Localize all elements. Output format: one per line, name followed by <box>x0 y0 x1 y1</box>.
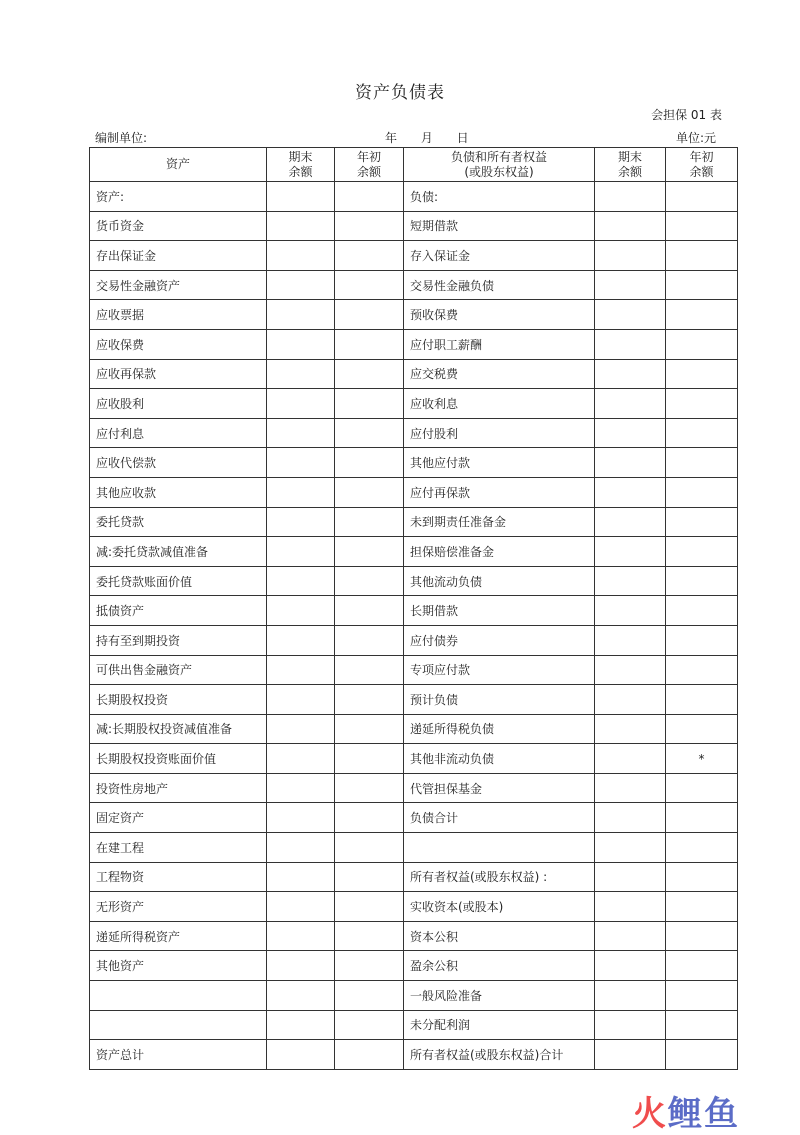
liability-cell: 未到期责任准备金 <box>404 507 595 537</box>
liability-begin-balance-cell <box>666 241 738 271</box>
asset-cell: 应收代偿款 <box>90 448 267 478</box>
asset-end-balance-cell <box>267 300 335 330</box>
liability-cell: 一般风险准备 <box>404 981 595 1011</box>
liability-begin-balance-cell <box>666 537 738 567</box>
liability-cell: 预收保费 <box>404 300 595 330</box>
asset-begin-balance-cell <box>335 300 404 330</box>
asset-end-balance-cell <box>267 714 335 744</box>
table-row <box>90 1040 738 1070</box>
asset-end-balance-cell <box>267 211 335 241</box>
asset-cell: 应付利息 <box>90 418 267 448</box>
liability-cell: 实收资本(或股本) <box>404 892 595 922</box>
header-assets: 资产 <box>90 148 267 182</box>
liability-end-balance-cell <box>595 418 666 448</box>
liability-end-balance-cell <box>595 211 666 241</box>
table-row <box>90 448 738 478</box>
table-row <box>90 625 738 655</box>
liability-end-balance-cell <box>595 537 666 567</box>
table-row <box>90 685 738 715</box>
asset-begin-balance-cell <box>335 803 404 833</box>
unit-label: 单位:元 <box>675 131 716 145</box>
liability-cell: 应付再保款 <box>404 477 595 507</box>
asset-begin-balance-cell <box>335 655 404 685</box>
liability-end-balance-cell <box>595 921 666 951</box>
liability-end-balance-cell <box>595 507 666 537</box>
asset-cell: 委托贷款账面价值 <box>90 566 267 596</box>
liability-cell: 所有者权益(或股东权益) : <box>404 862 595 892</box>
liability-begin-balance-cell <box>666 566 738 596</box>
table-row <box>90 744 738 774</box>
liability-end-balance-cell <box>595 803 666 833</box>
table-row <box>90 359 738 389</box>
table-row <box>90 1010 738 1040</box>
asset-cell: 在建工程 <box>90 833 267 863</box>
asset-begin-balance-cell <box>335 685 404 715</box>
liability-begin-balance-cell <box>666 211 738 241</box>
liability-end-balance-cell <box>595 182 666 212</box>
asset-end-balance-cell <box>267 862 335 892</box>
liability-begin-balance-cell <box>666 833 738 863</box>
liability-cell: 其他应付款 <box>404 448 595 478</box>
table-row <box>90 300 738 330</box>
asset-cell: 应收再保款 <box>90 359 267 389</box>
liability-end-balance-cell <box>595 655 666 685</box>
liability-cell: 长期借款 <box>404 596 595 626</box>
asset-end-balance-cell <box>267 389 335 419</box>
liability-end-balance-cell <box>595 714 666 744</box>
asset-cell: 无形资产 <box>90 892 267 922</box>
asset-end-balance-cell <box>267 921 335 951</box>
asset-end-balance-cell <box>267 329 335 359</box>
liability-begin-balance-cell <box>666 862 738 892</box>
liability-end-balance-cell <box>595 892 666 922</box>
asset-cell: 资产: <box>90 182 267 212</box>
liability-end-balance-cell <box>595 300 666 330</box>
asset-cell: 固定资产 <box>90 803 267 833</box>
asset-begin-balance-cell <box>335 477 404 507</box>
liability-end-balance-cell <box>595 833 666 863</box>
asset-cell: 应收票据 <box>90 300 267 330</box>
liability-begin-balance-cell <box>666 951 738 981</box>
asset-begin-balance-cell <box>335 448 404 478</box>
header-end-balance-2: 期末 余额 <box>595 148 666 182</box>
asset-begin-balance-cell <box>335 182 404 212</box>
table-row <box>90 507 738 537</box>
asset-end-balance-cell <box>267 448 335 478</box>
asset-end-balance-cell <box>267 359 335 389</box>
table-row <box>90 270 738 300</box>
table-row <box>90 566 738 596</box>
liability-cell: 交易性金融负债 <box>404 270 595 300</box>
asset-cell: 长期股权投资账面价值 <box>90 744 267 774</box>
asset-begin-balance-cell <box>335 714 404 744</box>
header-row <box>90 148 738 182</box>
asset-cell <box>90 981 267 1011</box>
liability-begin-balance-cell <box>666 773 738 803</box>
asset-cell: 存出保证金 <box>90 241 267 271</box>
logo-text-a: 火 <box>632 1094 668 1134</box>
liability-cell: 应收利息 <box>404 389 595 419</box>
brand-logo <box>632 1086 782 1134</box>
asset-end-balance-cell <box>267 418 335 448</box>
liability-begin-balance-cell <box>666 329 738 359</box>
liability-cell: 负债: <box>404 182 595 212</box>
table-row <box>90 329 738 359</box>
asset-end-balance-cell <box>267 773 335 803</box>
liability-end-balance-cell <box>595 744 666 774</box>
liability-cell: 应付债券 <box>404 625 595 655</box>
liability-begin-balance-cell <box>666 389 738 419</box>
table-row <box>90 921 738 951</box>
header-end-balance: 期末 余额 <box>267 148 335 182</box>
header-begin-balance-2: 年初 余额 <box>666 148 738 182</box>
table-row <box>90 981 738 1011</box>
logo-text-b: 鲤鱼 <box>668 1094 740 1134</box>
liability-begin-balance-cell <box>666 300 738 330</box>
asset-end-balance-cell <box>267 566 335 596</box>
liability-begin-balance-cell <box>666 359 738 389</box>
asset-cell: 可供出售金融资产 <box>90 655 267 685</box>
asset-begin-balance-cell <box>335 418 404 448</box>
liability-end-balance-cell <box>595 448 666 478</box>
asset-begin-balance-cell <box>335 241 404 271</box>
asset-end-balance-cell <box>267 744 335 774</box>
compiler-label: 编制单位: <box>95 131 148 145</box>
table-row <box>90 537 738 567</box>
asset-cell: 资产总计 <box>90 1040 267 1070</box>
liability-end-balance-cell <box>595 389 666 419</box>
asset-begin-balance-cell <box>335 981 404 1011</box>
liability-cell: 未分配利润 <box>404 1010 595 1040</box>
asset-begin-balance-cell <box>335 1010 404 1040</box>
asset-cell: 递延所得税资产 <box>90 921 267 951</box>
liability-begin-balance-cell <box>666 892 738 922</box>
liability-cell: 其他非流动负债 <box>404 744 595 774</box>
liability-cell: 其他流动负债 <box>404 566 595 596</box>
asset-begin-balance-cell <box>335 921 404 951</box>
table-row <box>90 803 738 833</box>
asset-cell: 减:委托贷款减值准备 <box>90 537 267 567</box>
table-row <box>90 596 738 626</box>
liability-begin-balance-cell <box>666 685 738 715</box>
liability-cell <box>404 833 595 863</box>
liability-end-balance-cell <box>595 477 666 507</box>
liability-begin-balance-cell <box>666 596 738 626</box>
table-row <box>90 951 738 981</box>
liability-cell: 代管担保基金 <box>404 773 595 803</box>
asset-end-balance-cell <box>267 981 335 1011</box>
form-number: 会担保 01 表 <box>651 108 722 122</box>
table-row <box>90 389 738 419</box>
liability-begin-balance-cell: * <box>666 744 738 774</box>
table-row <box>90 892 738 922</box>
asset-begin-balance-cell <box>335 329 404 359</box>
asset-end-balance-cell <box>267 833 335 863</box>
table-row <box>90 418 738 448</box>
asset-end-balance-cell <box>267 625 335 655</box>
asset-begin-balance-cell <box>335 773 404 803</box>
header-liabilities: 负债和所有者权益 (或股东权益) <box>404 148 595 182</box>
asset-begin-balance-cell <box>335 507 404 537</box>
asset-cell: 持有至到期投资 <box>90 625 267 655</box>
asset-end-balance-cell <box>267 477 335 507</box>
table-row <box>90 182 738 212</box>
liability-end-balance-cell <box>595 596 666 626</box>
liability-end-balance-cell <box>595 359 666 389</box>
table-row <box>90 477 738 507</box>
header-begin-balance: 年初 余额 <box>335 148 404 182</box>
liability-end-balance-cell <box>595 270 666 300</box>
asset-cell: 长期股权投资 <box>90 685 267 715</box>
table-row <box>90 241 738 271</box>
liability-end-balance-cell <box>595 329 666 359</box>
asset-begin-balance-cell <box>335 892 404 922</box>
asset-cell: 应收股利 <box>90 389 267 419</box>
liability-begin-balance-cell <box>666 803 738 833</box>
asset-begin-balance-cell <box>335 211 404 241</box>
asset-begin-balance-cell <box>335 862 404 892</box>
asset-end-balance-cell <box>267 655 335 685</box>
liability-cell: 应付职工薪酬 <box>404 329 595 359</box>
liability-cell: 存入保证金 <box>404 241 595 271</box>
asset-end-balance-cell <box>267 241 335 271</box>
liability-end-balance-cell <box>595 685 666 715</box>
liability-begin-balance-cell <box>666 507 738 537</box>
asset-end-balance-cell <box>267 1040 335 1070</box>
table-row <box>90 714 738 744</box>
asset-cell: 委托贷款 <box>90 507 267 537</box>
liability-begin-balance-cell <box>666 714 738 744</box>
asset-begin-balance-cell <box>335 566 404 596</box>
asset-cell: 交易性金融资产 <box>90 270 267 300</box>
liability-cell: 应付股利 <box>404 418 595 448</box>
liability-begin-balance-cell <box>666 1010 738 1040</box>
table-row <box>90 862 738 892</box>
asset-cell: 抵债资产 <box>90 596 267 626</box>
liability-cell: 应交税费 <box>404 359 595 389</box>
liability-cell: 资本公积 <box>404 921 595 951</box>
table-row <box>90 211 738 241</box>
asset-begin-balance-cell <box>335 625 404 655</box>
asset-begin-balance-cell <box>335 744 404 774</box>
liability-end-balance-cell <box>595 951 666 981</box>
balance-sheet-table <box>89 147 738 1070</box>
liability-end-balance-cell <box>595 241 666 271</box>
asset-end-balance-cell <box>267 1010 335 1040</box>
liability-begin-balance-cell <box>666 448 738 478</box>
asset-begin-balance-cell <box>335 1040 404 1070</box>
page-title: 资产负债表 <box>355 83 445 103</box>
liability-end-balance-cell <box>595 862 666 892</box>
liability-end-balance-cell <box>595 566 666 596</box>
liability-end-balance-cell <box>595 1010 666 1040</box>
asset-begin-balance-cell <box>335 270 404 300</box>
liability-end-balance-cell <box>595 981 666 1011</box>
asset-cell <box>90 1010 267 1040</box>
liability-begin-balance-cell <box>666 655 738 685</box>
asset-begin-balance-cell <box>335 389 404 419</box>
asset-end-balance-cell <box>267 270 335 300</box>
asset-end-balance-cell <box>267 892 335 922</box>
asset-end-balance-cell <box>267 182 335 212</box>
liability-begin-balance-cell <box>666 182 738 212</box>
asset-end-balance-cell <box>267 537 335 567</box>
liability-cell: 递延所得税负债 <box>404 714 595 744</box>
date-label: 年 月 日 <box>385 131 469 145</box>
asset-end-balance-cell <box>267 596 335 626</box>
table-row <box>90 655 738 685</box>
liability-begin-balance-cell <box>666 921 738 951</box>
asset-end-balance-cell <box>267 803 335 833</box>
asset-cell: 投资性房地产 <box>90 773 267 803</box>
asset-cell: 其他资产 <box>90 951 267 981</box>
liability-begin-balance-cell <box>666 981 738 1011</box>
table-row <box>90 773 738 803</box>
asset-cell: 减:长期股权投资减值准备 <box>90 714 267 744</box>
liability-cell: 专项应付款 <box>404 655 595 685</box>
asset-cell: 工程物资 <box>90 862 267 892</box>
asset-begin-balance-cell <box>335 951 404 981</box>
liability-cell: 所有者权益(或股东权益)合计 <box>404 1040 595 1070</box>
asset-end-balance-cell <box>267 685 335 715</box>
liability-end-balance-cell <box>595 625 666 655</box>
liability-begin-balance-cell <box>666 477 738 507</box>
liability-begin-balance-cell <box>666 625 738 655</box>
table-row <box>90 833 738 863</box>
liability-begin-balance-cell <box>666 418 738 448</box>
asset-cell: 应收保费 <box>90 329 267 359</box>
liability-cell: 预计负债 <box>404 685 595 715</box>
asset-end-balance-cell <box>267 507 335 537</box>
asset-begin-balance-cell <box>335 537 404 567</box>
liability-cell: 短期借款 <box>404 211 595 241</box>
liability-end-balance-cell <box>595 773 666 803</box>
asset-cell: 其他应收款 <box>90 477 267 507</box>
liability-cell: 盈余公积 <box>404 951 595 981</box>
asset-end-balance-cell <box>267 951 335 981</box>
liability-cell: 担保赔偿准备金 <box>404 537 595 567</box>
asset-begin-balance-cell <box>335 833 404 863</box>
asset-cell: 货币资金 <box>90 211 267 241</box>
liability-cell: 负债合计 <box>404 803 595 833</box>
liability-begin-balance-cell <box>666 1040 738 1070</box>
liability-begin-balance-cell <box>666 270 738 300</box>
asset-begin-balance-cell <box>335 596 404 626</box>
asset-begin-balance-cell <box>335 359 404 389</box>
liability-end-balance-cell <box>595 1040 666 1070</box>
